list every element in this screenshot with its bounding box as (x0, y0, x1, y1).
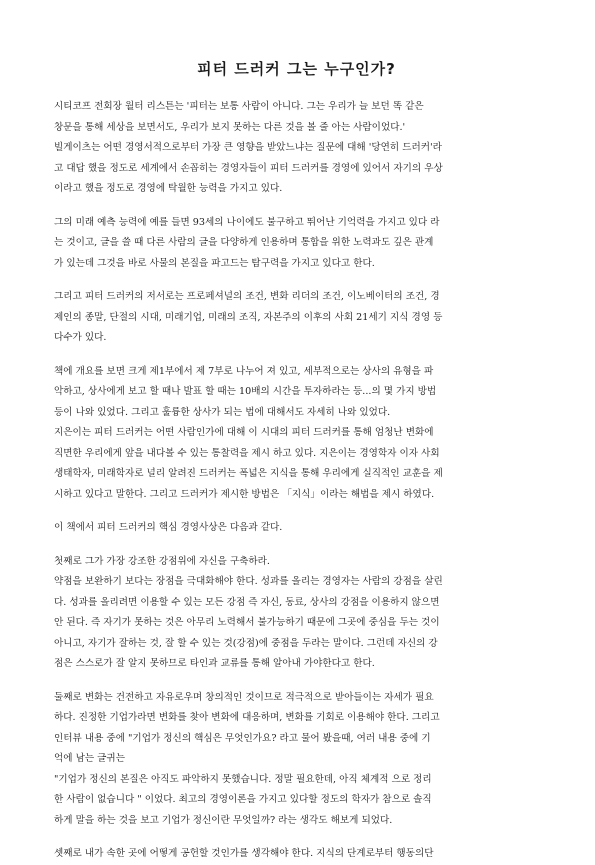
text-line: 제인의 종말, 단절의 시대, 미래기업, 미래의 조직, 자본주의 이후의 사회 21세기 지식 경영 등 (54, 311, 443, 323)
paragraph-foresight (54, 213, 539, 275)
text-line: 둘째로 변화는 건전하고 자유로우며 창의적인 것이므로 적극적으로 받아들이는 자세가 필요 (54, 691, 434, 703)
text-line: 책에 개요를 보면 크게 제1부에서 제 7부로 나누어 져 있고, 세부적으로는 상사의 유형을 파 (54, 365, 434, 377)
text-line: 그의 미래 예측 능력에 예를 들면 93세의 나이에도 불구하고 뛰어난 기억력을 가지고 있다 라 (54, 216, 440, 228)
text-line: 첫째로 그가 가장 강조한 강점위에 자신을 구축하라. (54, 555, 270, 567)
paragraph-second-point (54, 688, 539, 832)
paragraph-first-point (54, 552, 539, 675)
text-line: 인터뷰 내용 중에 "기업가 정신의 핵심은 무엇인가요? 라고 물어 봤을때, 여러 내용 중에 기 (54, 732, 431, 744)
text-line: 등이 나와 있었다. 그리고 훌륭한 상사가 되는 법에 대해서도 자세히 나와 있었다. (54, 406, 391, 418)
text-line: 약점을 보완하기 보다는 장점을 극대화해야 한다. 성과를 올리는 경영자는 사람의 강점을 살린 (54, 576, 443, 587)
text-line: 그리고 피터 드러커의 저서로는 프로페셔널의 조건, 변화 리더의 조건, 이노베이터의 조건, 경 (54, 291, 440, 302)
paragraph-overview (54, 362, 539, 506)
text-line: 아니고, 자기가 잘하는 것, 잘 할 수 있는 것(강점)에 중점을 두라는 말이다. 그런데 자신의 강 (54, 637, 438, 649)
paragraph-intro (54, 97, 539, 200)
text-line: 지은이는 피터 드러커는 어떤 사람인가에 대해 이 시대의 피터 드러커를 통해 엄청난 변화에 (54, 427, 434, 438)
paragraph-third-point (54, 844, 539, 865)
text-line: 하게 말을 하는 것을 보고 기업가 정신이란 무엇일까? 라는 생각도 해보게 되었다. (54, 814, 393, 826)
text-line: 안 된다. 즉 자기가 못하는 것은 아무리 노력해서 불가능하기 때문에 그곳에 중심을 두는 것이 (54, 617, 440, 628)
text-line: 한 사람이 없습니다 " 이었다. 최고의 경영이론을 가지고 있다할 정도의 학자가 참으로 솔직 (54, 794, 432, 805)
text-line: 억에 남는 글귀는 (54, 753, 125, 764)
text-line: 하다. 진정한 기업가라면 변화를 찾아 변화에 대응하며, 변화를 기회로 이용해야 한다. 그리고 (54, 712, 440, 723)
text-line: 악하고, 상사에게 보고 할 때나 발표 할 때는 10배의 시간을 투자하라는 등...의 몇 가지 방법 (54, 386, 437, 397)
text-line: 다수가 있다. (54, 332, 107, 343)
text-line: 점은 스스로가 잘 알지 못하므로 타인과 교류를 통해 알아내 가야한다고 한다. (54, 658, 375, 669)
paragraph-works (54, 287, 539, 349)
text-line: 빌게이츠는 어떤 경영서적으로부터 가장 큰 영향을 받았느냐는 질문에 대해 '당연히 드러커'라 (54, 142, 442, 153)
text-line: 직면한 우리에게 앞을 내다볼 수 있는 통찰력을 제시 하고 있다. 지은이는 경영학자 이자 사회 (54, 447, 440, 459)
text-line: 생태학자, 미래학자로 널리 알려진 드러커는 폭넓은 지식을 통해 우리에게 실직적인 교훈을 제 (54, 468, 443, 479)
text-line: 다. 성과를 올리려면 이용할 수 있는 모든 강점 즉 자신, 동료, 상사의 강점을 이용하지 않으면 (54, 596, 440, 608)
text-line: 이 책에서 피터 드러커의 핵심 경영사상은 다음과 같다. (54, 522, 283, 533)
text-line: 시티코프 전회장 월터 리스튼는 '피터는 보통 사람이 아니다. 그는 우리가 늘 보던 똑 같은 (54, 101, 424, 112)
text-line: 창문을 통해 세상을 보면서도, 우리가 보지 못하는 다른 것을 볼 줄 아는 사람이었다.' (54, 121, 406, 133)
paragraph-core-thoughts (54, 518, 539, 539)
text-line: 이라고 했을 정도로 경영에 탁월한 능력을 가지고 있다. (54, 183, 283, 194)
text-line: 고 대답 했을 정도로 세계에서 손꼽히는 경영자들이 피터 드러커를 경영에 있어서 자기의 우상 (54, 162, 443, 174)
text-line: 셋째로 내가 속한 곳에 어떻게 공헌할 것인가를 생각해야 한다. 지식의 단계로부터 행동의단 (54, 848, 434, 859)
text-line: 가 있는데 그것을 바로 사물의 본질을 파고드는 탐구력을 가지고 있다고 한다. (54, 257, 375, 269)
document-title: 피터 드러커 그는 누구인가? (197, 60, 396, 78)
text-line: "기업가 정신의 본질은 아직도 파악하지 못했습니다. 정말 필요한데, 아직 체계적 으로 정리 (54, 773, 432, 785)
text-line: 시하고 있다고 말한다. 그리고 드러커가 제시한 방법은 「지식」이라는 해법을 제시 하였다. (54, 488, 435, 500)
text-line: 는 것이고, 글을 쓸 때 다른 사람의 글을 다양하게 인용하며 통합을 위한 노력과도 깊은 관계 (54, 237, 434, 248)
